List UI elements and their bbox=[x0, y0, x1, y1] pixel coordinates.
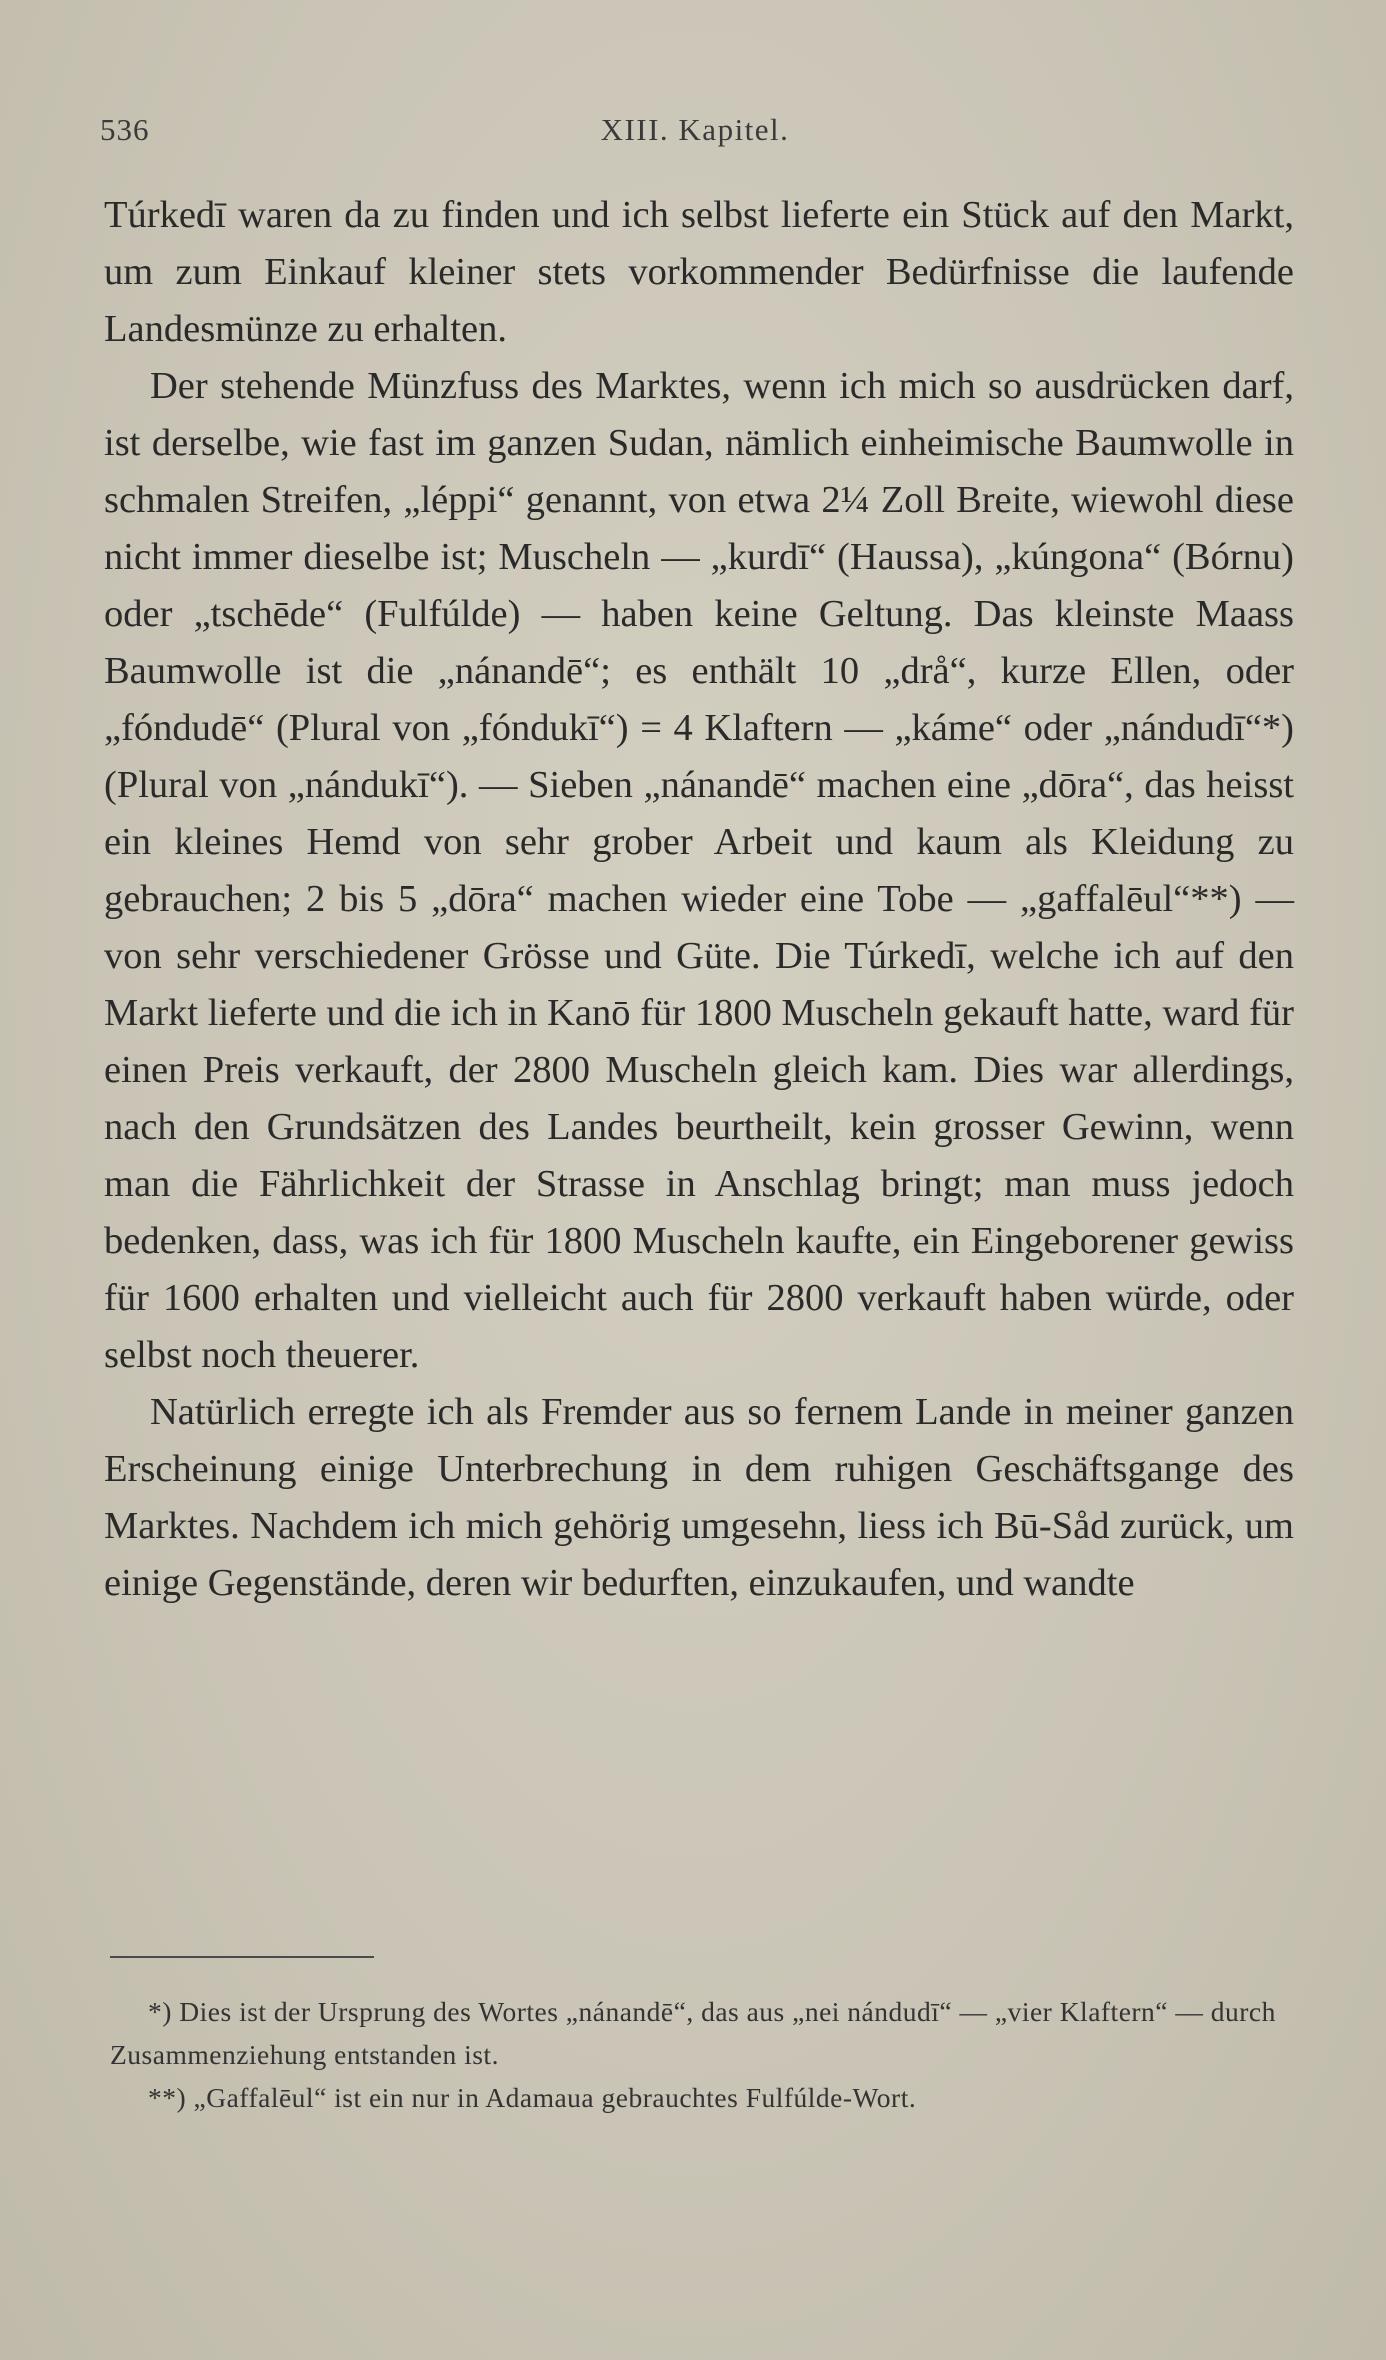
footnote: **) „Gaffalēul“ ist ein nur in Adamaua gebrauchtes Fulfúlde-Wort. bbox=[148, 2082, 917, 2113]
page-header bbox=[100, 112, 1290, 152]
running-head: XIII. Kapitel. bbox=[600, 112, 790, 147]
page-number: 536 bbox=[100, 112, 150, 147]
footnote: *) Dies ist der Ursprung des Wortes „nánandē“, das aus „nei nándudī“ — „vier Klaftern“ — durch Zusammenziehung entstanden ist. bbox=[110, 1996, 1276, 2070]
footnote-divider bbox=[110, 1956, 374, 1958]
paragraph: Natürlich erregte ich als Fremder aus so fernem Lande in meiner ganzen Erscheinung einige Unterbrechung in dem ruhigen Geschäftsgange des Marktes. Nachdem ich mich gehörig umgesehn, liess ich Bū-Såd zurück, um einige Gegenstände, deren wir bedurften, einzukaufen, und wandte bbox=[104, 1391, 1294, 1604]
footnotes bbox=[110, 1990, 1290, 2119]
body-text bbox=[104, 187, 1294, 1612]
paragraph: Túrkedī waren da zu finden und ich selbst lieferte ein Stück auf den Markt, um zum Einkauf kleiner stets vorkommender Bedürfnisse die laufende Landesmünze zu erhalten. bbox=[104, 194, 1294, 350]
paragraph: Der stehende Münzfuss des Marktes, wenn ich mich so ausdrücken darf, ist derselbe, wie fast im ganzen Sudan, nämlich einheimische Baumwolle in schmalen Streifen, „léppi“ genannt, von etwa 2¼ Zoll Breite, wiewohl diese nicht immer dieselbe ist; Muscheln — „kurdī“ (Haussa), „kúngona“ (Bórnu) oder „tschēde“ (Fulfúlde) — haben keine Geltung. Das kleinste Maass Baumwolle ist die „nánandē“; es enthält 10 „drå“, kurze Ellen, oder „fóndudē“ (Plural von „fóndukī“) = 4 Klaftern — „káme“ oder „nándudī“*) (Plural von „nándukī“). — Sieben „nánandē“ machen eine „dōra“, das heisst ein kleines Hemd von sehr grober Arbeit und kaum als Kleidung zu gebrauchen; 2 bis 5 „dōra“ machen wieder eine Tobe — „gaffalēul“**) — von sehr verschiedener Grösse und Güte. Die Túrkedī, welche ich auf den Markt lieferte und die ich in Kanō für 1800 Muscheln gekauft hatte, ward für einen Preis verkauft, der 2800 Muscheln gleich kam. Dies war allerdings, nach den Grundsätzen des Landes beurtheilt, kein grosser Gewinn, wenn man die Fährlichkeit der Strasse in Anschlag bringt; man muss jedoch bedenken, dass, was ich für 1800 Muscheln kaufte, ein Eingeborener gewiss für 1600 erhalten und vielleicht auch für 2800 verkauft haben würde, oder selbst noch theuerer. bbox=[104, 365, 1294, 1376]
